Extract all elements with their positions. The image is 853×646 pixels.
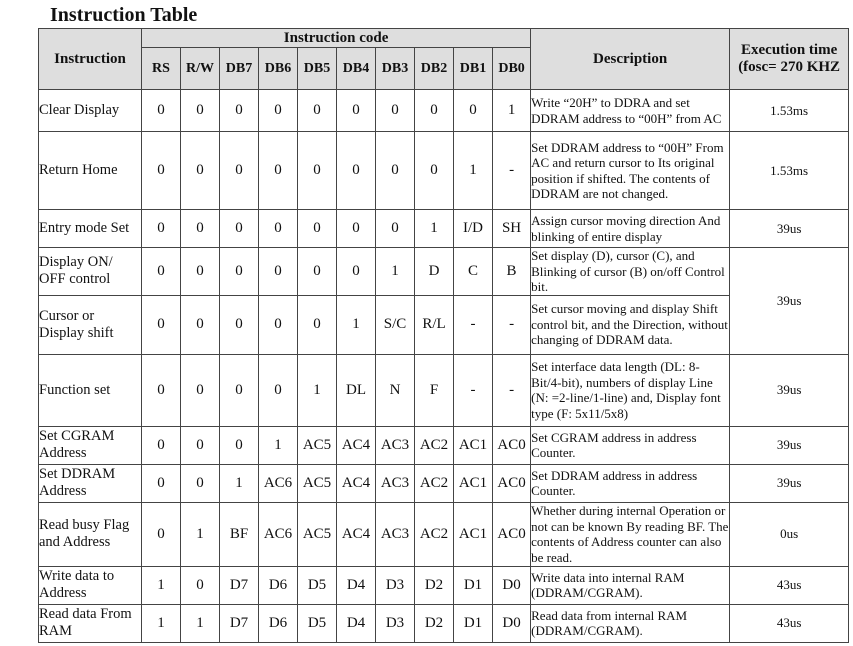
page-title: Instruction Table [50,4,198,26]
code-cell: 0 [298,90,337,132]
code-cell: - [454,354,493,426]
code-cell: AC2 [415,502,454,566]
code-cell: D1 [454,604,493,642]
header-row-1 [39,29,849,48]
code-cell: 1 [376,248,415,296]
code-cell: AC3 [376,426,415,464]
code-cell: 0 [259,90,298,132]
code-cell: I/D [454,210,493,248]
table-row [39,210,849,248]
code-cell: 0 [181,426,220,464]
code-cell: 0 [337,248,376,296]
code-cell: 0 [337,210,376,248]
description-cell: Set CGRAM address in address Counter. [531,426,730,464]
code-cell: AC4 [337,426,376,464]
instruction-name: Cursor or Display shift [39,295,142,354]
code-cell: 0 [376,132,415,210]
code-cell: B [493,248,531,296]
table-row [39,354,849,426]
code-cell: 0 [415,90,454,132]
instruction-name: Read busy Flag and Address [39,502,142,566]
instruction-table [38,28,849,643]
execution-time-cell: 39us [730,464,849,502]
code-cell: AC5 [298,426,337,464]
instruction-code-header: Instruction code [142,29,531,48]
code-cell: AC2 [415,464,454,502]
code-cell: 1 [181,604,220,642]
code-cell: D [415,248,454,296]
code-cell: AC1 [454,502,493,566]
code-column-header: R/W [181,48,220,90]
table-row [39,426,849,464]
code-cell: 1 [259,426,298,464]
code-column-header: DB0 [493,48,531,90]
execution-time-cell: 39us [730,210,849,248]
code-cell: D7 [220,604,259,642]
instruction-name: Set CGRAM Address [39,426,142,464]
code-cell: BF [220,502,259,566]
code-cell: 0 [259,210,298,248]
code-cell: 0 [142,502,181,566]
code-cell: R/L [415,295,454,354]
code-cell: 0 [142,354,181,426]
table-row [39,248,849,296]
code-cell: 0 [337,90,376,132]
code-cell: 0 [142,426,181,464]
execution-time-cell: 1.53ms [730,132,849,210]
table-row [39,604,849,642]
instruction-name: Function set [39,354,142,426]
code-column-header: DB4 [337,48,376,90]
code-cell: 0 [298,210,337,248]
code-cell: 1 [142,566,181,604]
code-column-header: DB7 [220,48,259,90]
code-cell: 0 [142,248,181,296]
table-row [39,566,849,604]
code-cell: 0 [298,248,337,296]
instruction-header: Instruction [39,29,142,90]
code-cell: 0 [181,464,220,502]
code-cell: S/C [376,295,415,354]
code-cell: 0 [142,132,181,210]
code-cell: D3 [376,566,415,604]
code-cell: 1 [415,210,454,248]
code-cell: 0 [142,295,181,354]
table-row [39,295,849,354]
code-cell: AC3 [376,464,415,502]
description-cell: Read data from internal RAM (DDRAM/CGRAM). [531,604,730,642]
code-cell: 0 [181,90,220,132]
code-cell: D5 [298,566,337,604]
code-cell: AC2 [415,426,454,464]
code-cell: 0 [181,248,220,296]
code-cell: 0 [259,248,298,296]
code-column-header: DB5 [298,48,337,90]
code-cell: D2 [415,566,454,604]
code-cell: 1 [298,354,337,426]
code-cell: 0 [220,295,259,354]
execution-time-cell: 1.53ms [730,90,849,132]
code-cell: 0 [220,90,259,132]
instruction-name: Clear Display [39,90,142,132]
code-cell: AC4 [337,502,376,566]
instruction-name: Return Home [39,132,142,210]
code-cell: 1 [454,132,493,210]
code-cell: 0 [376,210,415,248]
code-cell: AC5 [298,502,337,566]
description-header: Description [531,29,730,90]
code-cell: D0 [493,604,531,642]
execution-time-header: Execution time (fosc= 270 KHZ [730,29,849,90]
table-row [39,464,849,502]
code-cell: 0 [181,354,220,426]
description-cell: Assign cursor moving direction And blinking of entire display [531,210,730,248]
description-cell: Set DDRAM address in address Counter. [531,464,730,502]
code-cell: DL [337,354,376,426]
table-body [39,90,849,643]
code-cell: N [376,354,415,426]
description-cell: Whether during internal Operation or not can be known By reading BF. The contents of Address counter can also be read. [531,503,729,565]
code-cell: 0 [259,295,298,354]
code-cell: D0 [493,566,531,604]
code-cell: AC1 [454,426,493,464]
execution-time-cell: 39us [730,426,849,464]
code-column-header: DB6 [259,48,298,90]
instruction-name: Set DDRAM Address [39,464,142,502]
description-cell: Write “20H” to DDRA and set DDRAM address to “00H” from AC [531,90,730,132]
execution-time-cell: 39us [730,354,849,426]
code-column-header: RS [142,48,181,90]
code-cell: 0 [220,426,259,464]
code-cell: AC5 [298,464,337,502]
table-row [39,132,849,210]
code-cell: D6 [259,566,298,604]
code-cell: 0 [142,90,181,132]
execution-time-cell: 0us [730,502,849,566]
description-cell: Set display (D), cursor (C), and Blinking of cursor (B) on/off Control bit. [531,248,730,296]
execution-time-cell: 39us [730,248,849,355]
table-row [39,502,849,566]
code-cell: 0 [181,210,220,248]
code-cell: D1 [454,566,493,604]
code-cell: D4 [337,604,376,642]
code-cell: 1 [142,604,181,642]
code-cell: 0 [220,248,259,296]
code-cell: 0 [298,132,337,210]
code-cell: - [493,132,531,210]
code-cell: - [493,295,531,354]
code-cell: C [454,248,493,296]
code-cell: 0 [181,295,220,354]
code-cell: D6 [259,604,298,642]
code-cell: 0 [220,210,259,248]
code-column-header: DB3 [376,48,415,90]
instruction-name: Display ON/ OFF control [39,248,142,296]
execution-time-cell: 43us [730,604,849,642]
description-cell: Write data into internal RAM (DDRAM/CGRAM). [531,566,730,604]
code-cell: 0 [415,132,454,210]
code-cell: AC0 [493,464,531,502]
code-column-header: DB1 [454,48,493,90]
code-cell: 0 [142,464,181,502]
code-cell: - [454,295,493,354]
code-cell: F [415,354,454,426]
instruction-name: Write data to Address [39,566,142,604]
code-cell: D4 [337,566,376,604]
description-cell: Set interface data length (DL: 8-Bit/4-bit), numbers of display Line (N: =2-line/1-line) and, Display font type (F: 5x11/5x8) [531,354,730,426]
code-cell: AC4 [337,464,376,502]
code-cell: - [493,354,531,426]
code-cell: 0 [376,90,415,132]
code-cell: AC6 [259,464,298,502]
description-cell: Set DDRAM address to “00H” From AC and return cursor to Its original position if shifted. The contents of DDRAM are not changed. [531,132,730,210]
code-cell: 1 [337,295,376,354]
code-column-header: DB2 [415,48,454,90]
instruction-name: Entry mode Set [39,210,142,248]
execution-time-cell: 43us [730,566,849,604]
code-cell: AC3 [376,502,415,566]
code-cell: 1 [493,90,531,132]
code-cell: AC1 [454,464,493,502]
description-cell: Set cursor moving and display Shift control bit, and the Direction, without changing of DDRAM data. [531,295,730,354]
code-cell: D7 [220,566,259,604]
code-cell: 0 [337,132,376,210]
code-cell: 0 [259,354,298,426]
code-cell: 0 [454,90,493,132]
code-cell: D3 [376,604,415,642]
code-cell: AC0 [493,502,531,566]
code-cell: 0 [298,295,337,354]
code-cell: AC6 [259,502,298,566]
code-cell: 0 [220,354,259,426]
code-cell: 1 [220,464,259,502]
code-cell: 0 [259,132,298,210]
instruction-name: Read data From RAM [39,604,142,642]
table-row [39,90,849,132]
code-cell: 1 [181,502,220,566]
code-cell: D2 [415,604,454,642]
code-cell: 0 [181,566,220,604]
code-cell: SH [493,210,531,248]
code-cell: 0 [142,210,181,248]
code-cell: 0 [220,132,259,210]
code-cell: 0 [181,132,220,210]
code-cell: D5 [298,604,337,642]
code-cell: AC0 [493,426,531,464]
